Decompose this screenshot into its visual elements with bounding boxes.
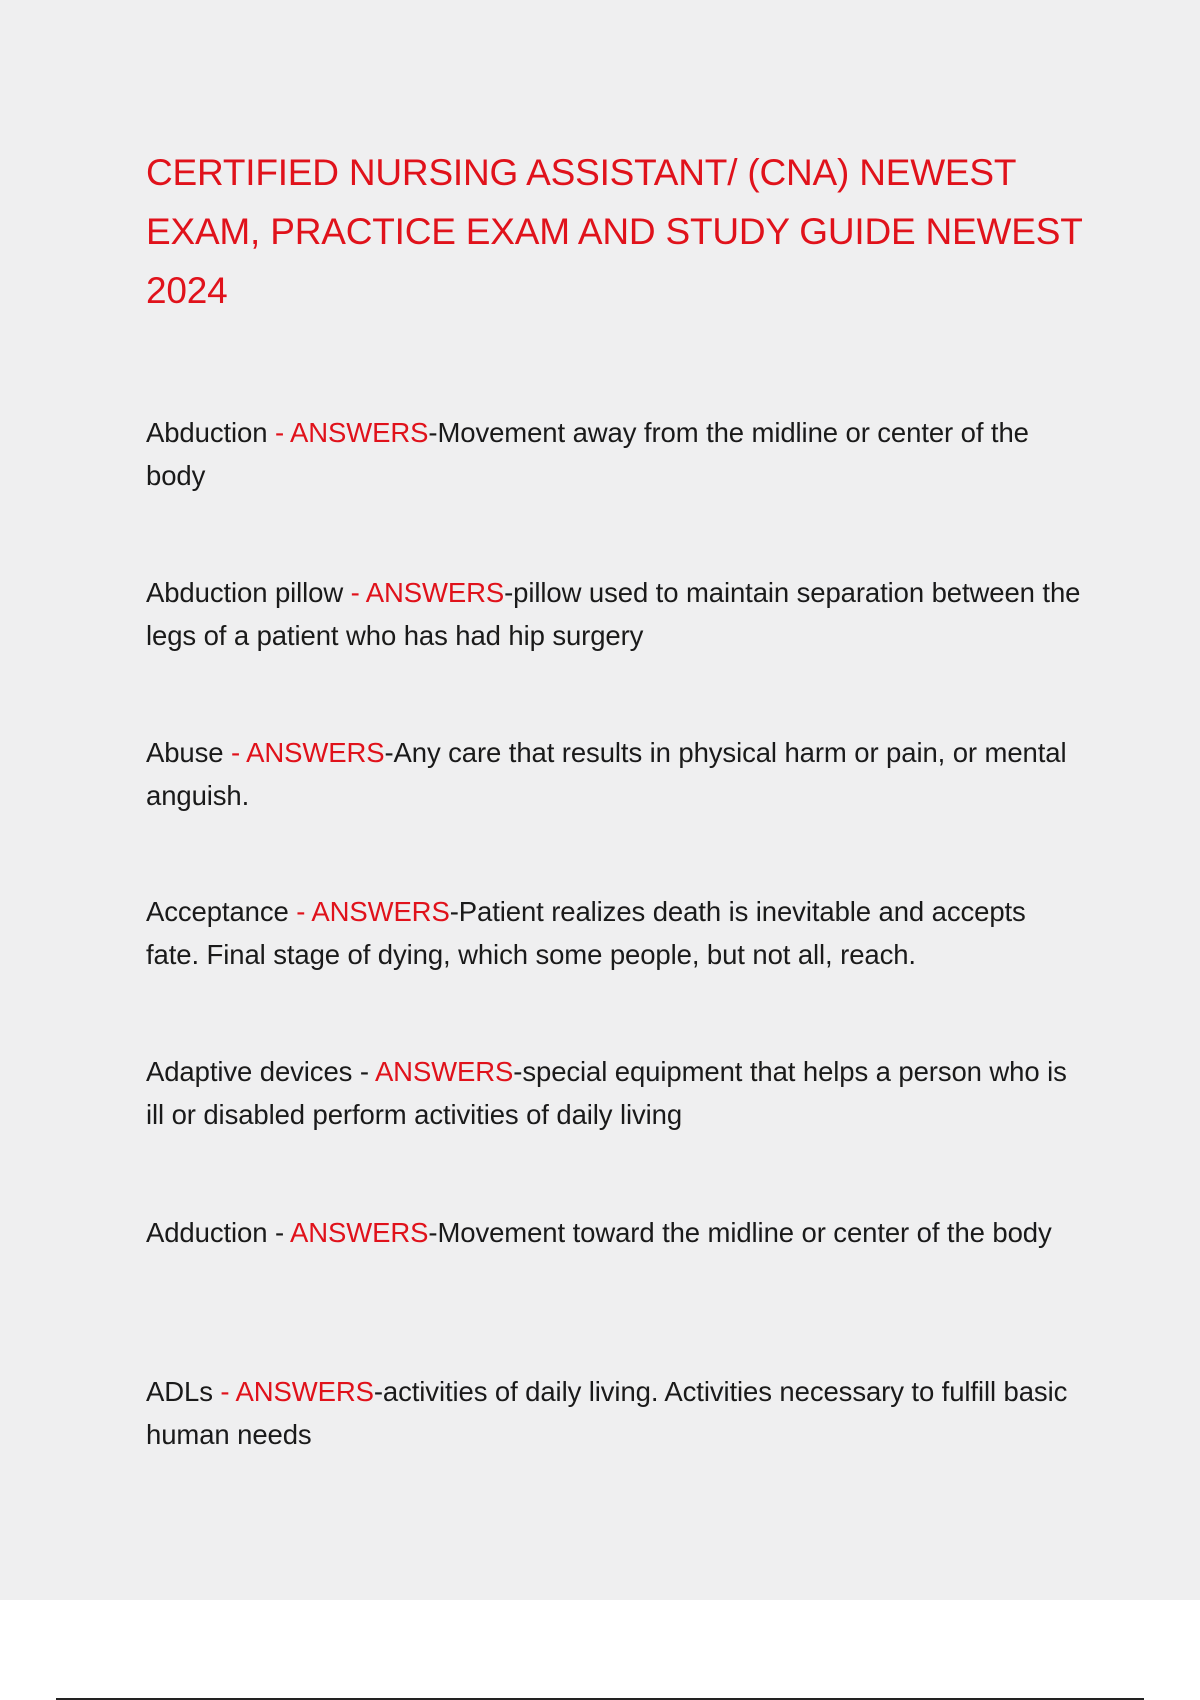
- entry-answer-label: ANSWERS: [246, 737, 385, 768]
- entry-definition: -Movement away from the midline or center of the body: [146, 417, 1029, 491]
- entry-separator: -: [267, 417, 291, 448]
- glossary-entry: [146, 731, 1086, 817]
- entry-answer-label: ANSWERS: [290, 417, 429, 448]
- entry-separator: -: [223, 737, 247, 768]
- entry-separator: -: [288, 896, 312, 927]
- entry-separator: -: [343, 577, 366, 608]
- entry-term: Adduction: [146, 1217, 268, 1248]
- entry-answer-label: ANSWERS: [365, 577, 505, 608]
- glossary-entry: [146, 411, 1086, 497]
- entry-definition: -Patient realizes death is inevitable and accepts fate. Final stage of dying, which some people, but not all, reach.: [146, 896, 1026, 970]
- glossary-entry: [146, 890, 1086, 976]
- entry-answer-label: ANSWERS: [374, 1056, 514, 1087]
- entry-definition: -pillow used to maintain separation between the legs of a patient who has had hip surgery: [146, 577, 1081, 651]
- glossary-entry: [146, 1211, 1086, 1254]
- entry-answer-label: ANSWERS: [311, 896, 450, 927]
- entry-definition: -special equipment that helps a person who is ill or disabled perform activities of daily living: [146, 1056, 1067, 1130]
- entry-answer-label: ANSWERS: [235, 1376, 374, 1407]
- entry-definition: -Any care that results in physical harm or pain, or mental anguish.: [146, 737, 1067, 811]
- entry-term: Adaptive devices: [146, 1056, 353, 1087]
- entry-term: Acceptance: [146, 896, 289, 927]
- entry-separator: -: [212, 1376, 236, 1407]
- entry-term: Abduction pillow: [146, 577, 344, 608]
- entry-definition: -activities of daily living. Activities necessary to fulfill basic human needs: [146, 1376, 1068, 1450]
- glossary-entry: [146, 1050, 1086, 1136]
- entry-answer-label: ANSWERS: [290, 1217, 429, 1248]
- glossary-entry: [146, 1370, 1086, 1456]
- document-title: CERTIFIED NURSING ASSISTANT/ (CNA) NEWEST EXAM, PRACTICE EXAM AND STUDY GUIDE NEWEST 2024: [146, 152, 1082, 311]
- glossary-entry: [146, 571, 1086, 657]
- entry-term: ADLs: [146, 1376, 213, 1407]
- entry-term: Abduction: [146, 417, 268, 448]
- entry-term: Abuse: [146, 737, 224, 768]
- entry-separator: -: [267, 1217, 291, 1248]
- entry-definition: -Movement toward the midline or center of the body: [428, 1217, 1052, 1248]
- entry-separator: -: [352, 1056, 375, 1087]
